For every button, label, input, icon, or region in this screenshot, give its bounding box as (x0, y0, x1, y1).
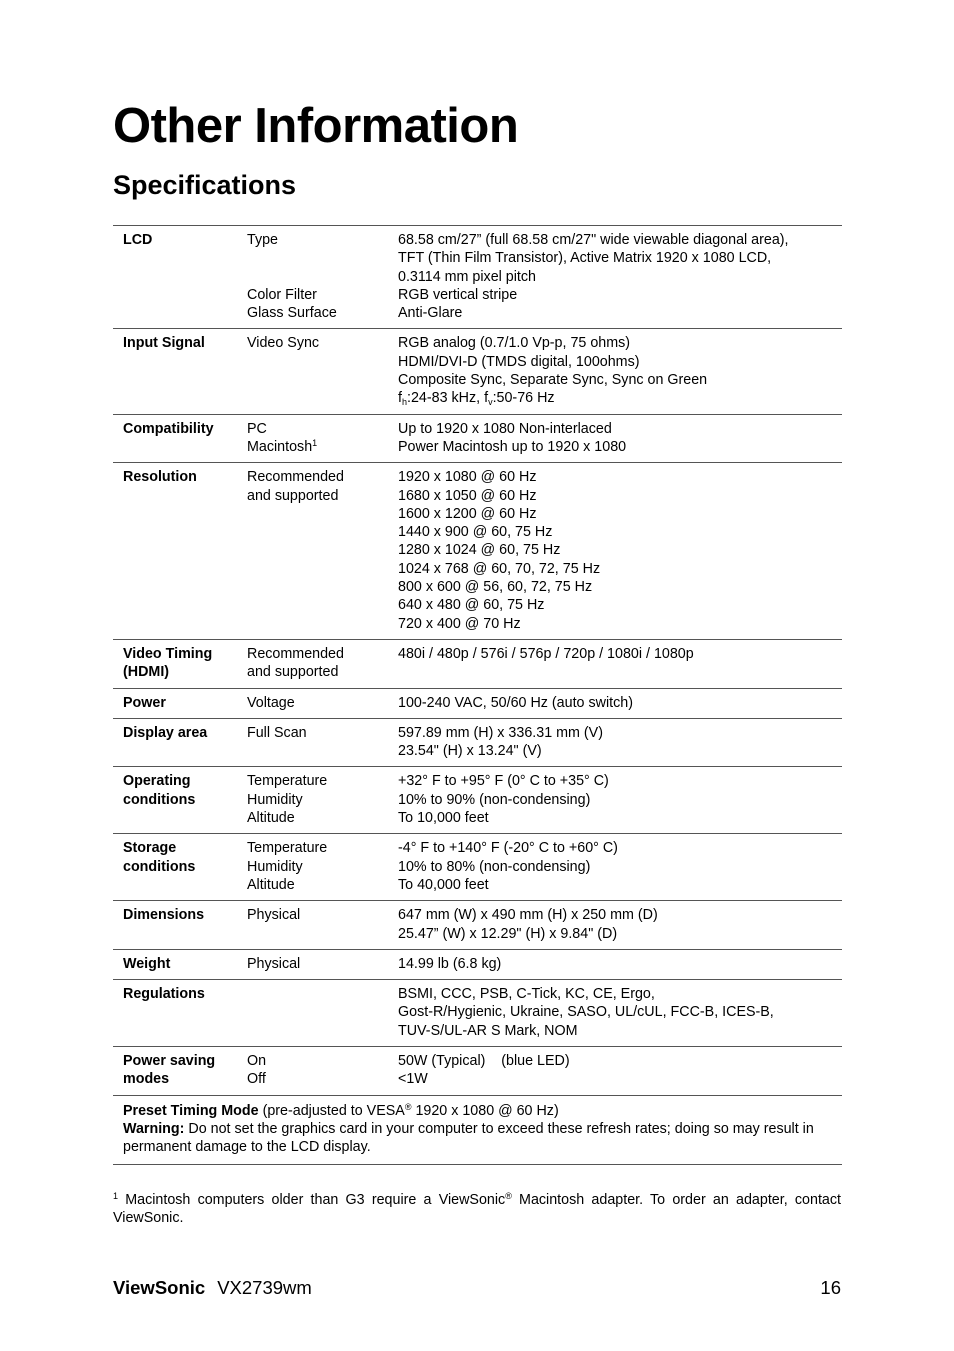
spec-values (388, 901, 842, 950)
timing-notes (113, 1095, 842, 1165)
spec-sublabel: Altitude (247, 876, 295, 893)
spec-value: 14.99 lb (6.8 kg) (388, 949, 842, 979)
spec-value: 1920 x 1080 @ 60 Hz (398, 469, 537, 486)
spec-value: RGB analog (0.7/1.0 Vp-p, 75 ohms) (398, 335, 631, 352)
spec-value: 25.47” (W) x 12.29" (H) x 9.84" (D) (398, 925, 618, 942)
spec-row-notes (113, 1095, 842, 1165)
spec-label: Weight (113, 949, 237, 979)
spec-values (388, 980, 842, 1047)
footnote: $^1$ Macintosh computers older than G3 require a ViewSonic® Macintosh adapter. To order an adapter, contact ViewSonic. (113, 1191, 841, 1227)
spec-value: 1024 x 768 @ 60, 70, 72, 75 Hz (398, 560, 601, 577)
specifications-table (113, 225, 842, 1165)
spec-values (388, 834, 842, 901)
spec-sublabels (237, 834, 388, 901)
footer-brand: ViewSonic (113, 1277, 206, 1298)
spec-row-regulations (113, 980, 842, 1047)
spec-sublabel: Humidity (247, 791, 303, 808)
spec-sublabel: Temperature (247, 840, 328, 857)
page-footer (113, 1277, 841, 1299)
spec-value: +32° F to +95° F (0° C to +35° C) (398, 773, 609, 790)
page-number: 16 (820, 1277, 841, 1298)
spec-label: Display area (113, 718, 237, 767)
spec-label: Power (113, 688, 237, 718)
spec-value: 10% to 90% (non-condensing) (398, 791, 591, 808)
footnote-marker: 1 (113, 1191, 119, 1201)
spec-label: Resolution (113, 463, 237, 640)
spec-sublabels (237, 639, 388, 688)
section-title: Specifications (113, 170, 297, 200)
spec-values (388, 767, 842, 834)
spec-label: Power saving modes (113, 1046, 237, 1095)
spec-value: 720 x 400 @ 70 Hz (398, 615, 521, 632)
spec-sublabel: Full Scan (237, 718, 388, 767)
spec-sublabel: Color Filter (247, 286, 317, 303)
spec-value: Up to 1920 x 1080 Non-interlaced (398, 420, 612, 437)
spec-row-power (113, 688, 842, 718)
spec-value: RGB vertical stripe (398, 286, 518, 303)
spec-label: Compatibility (113, 414, 237, 463)
spec-label: Dimensions (113, 901, 237, 950)
spec-row-compatibility (113, 414, 842, 463)
frequency-range: $f_h:24-83$ kHz, $f_v:50-76$ Hz (398, 390, 555, 408)
page-title: Other Information (113, 99, 519, 153)
spec-sublabel: Physical (237, 949, 388, 979)
spec-label: Input Signal (113, 329, 237, 414)
spec-values (388, 718, 842, 767)
spec-value: <1W (398, 1071, 428, 1088)
spec-value: TFT (Thin Film Transistor), Active Matrix 1920 x 1080 LCD, (398, 250, 772, 267)
spec-value: To 40,000 feet (398, 876, 489, 893)
spec-value: To 10,000 feet (398, 810, 489, 827)
spec-sublabels (237, 1046, 388, 1095)
spec-value: 1280 x 1024 @ 60, 75 Hz (398, 542, 561, 559)
spec-value: -4° F to +140° F (-20° C to +60° C) (398, 840, 618, 857)
spec-sublabel: Type (247, 232, 278, 248)
spec-value: 1680 x 1050 @ 60 Hz (398, 487, 537, 504)
spec-value: BSMI, CCC, PSB, C-Tick, KC, CE, Ergo, (398, 986, 655, 1003)
spec-label: Storage conditions (113, 834, 237, 901)
spec-sublabel: Recommended (247, 469, 344, 486)
footer-model: VX2739wm (217, 1277, 312, 1298)
spec-values (388, 226, 842, 329)
spec-sublabel: and supported (247, 487, 339, 504)
spec-row-operating-conditions (113, 767, 842, 834)
spec-value: 640 x 480 @ 60, 75 Hz (398, 597, 545, 614)
spec-row-lcd (113, 226, 842, 329)
spec-value: 647 mm (W) x 490 mm (H) x 250 mm (D) (398, 907, 658, 924)
spec-sublabel: Glass Surface (247, 305, 337, 322)
preset-timing-note: Preset Timing Mode (pre-adjusted to VESA® 1920 x 1080 @ 60 Hz) (123, 1101, 559, 1119)
spec-value: Anti-Glare (398, 305, 463, 322)
spec-values (388, 414, 842, 463)
spec-value: 50W (Typical) (blue LED) (398, 1052, 570, 1069)
spec-row-input-signal (113, 329, 842, 414)
spec-label: LCD (113, 226, 237, 329)
spec-row-display-area (113, 718, 842, 767)
spec-sublabel: Physical (237, 901, 388, 950)
spec-sublabel: Altitude (247, 810, 295, 827)
spec-sublabels (237, 226, 388, 329)
spec-value: 0.3114 mm pixel pitch (398, 268, 537, 285)
footnote-marker: 1 (312, 437, 318, 448)
spec-value: 100-240 VAC, 50/60 Hz (auto switch) (388, 688, 842, 718)
spec-sublabels (237, 463, 388, 640)
spec-sublabel: and supported (247, 664, 339, 681)
spec-sublabel: Voltage (237, 688, 388, 718)
warning-note: Warning: Do not set the graphics card in your computer to exceed these refresh rates; doing so may result in permanent damage to the LCD display. (123, 1120, 814, 1156)
spec-sublabel: Macintosh$^1$ (247, 437, 318, 455)
spec-sublabel: Video Sync (237, 329, 388, 414)
spec-sublabel: PC (247, 420, 267, 437)
spec-sublabel: Off (247, 1071, 266, 1088)
spec-value: 10% to 80% (non-condensing) (398, 858, 591, 875)
spec-row-resolution (113, 463, 842, 640)
spec-values (388, 1046, 842, 1095)
spec-value: HDMI/DVI-D (TMDS digital, 100ohms) (398, 353, 640, 370)
spec-value: Power Macintosh up to 1920 x 1080 (398, 438, 627, 455)
spec-label: Regulations (113, 980, 237, 1047)
spec-value: Gost-R/Hygienic, Ukraine, SASO, UL/cUL, FCC-B, ICES-B, (398, 1004, 774, 1021)
spec-sublabel: Temperature (247, 773, 328, 790)
spec-value: 68.58 cm/27” (full 68.58 cm/27" wide viewable diagonal area), (398, 232, 789, 248)
spec-sublabel: Recommended (247, 645, 344, 662)
spec-label: Operating conditions (113, 767, 237, 834)
spec-value: 800 x 600 @ 56, 60, 72, 75 Hz (398, 579, 593, 596)
spec-value: Composite Sync, Separate Sync, Sync on Green (398, 372, 708, 389)
spec-sublabels (237, 767, 388, 834)
spec-value: 1600 x 1200 @ 60 Hz (398, 505, 537, 522)
spec-label: Video Timing (HDMI) (113, 639, 237, 688)
spec-row-video-timing (113, 639, 842, 688)
spec-sublabel: On (247, 1052, 267, 1069)
spec-value: 597.89 mm (H) x 336.31 mm (V) (398, 724, 603, 741)
spec-values (388, 329, 842, 414)
spec-sublabels (237, 414, 388, 463)
spec-value: 23.54" (H) x 13.24" (V) (398, 743, 542, 760)
spec-values (388, 463, 842, 640)
spec-row-dimensions (113, 901, 842, 950)
spec-row-storage-conditions (113, 834, 842, 901)
spec-value: TUV-S/UL-AR S Mark, NOM (398, 1022, 578, 1039)
spec-row-power-saving (113, 1046, 842, 1095)
spec-sublabel: Humidity (247, 858, 303, 875)
spec-value: 1440 x 900 @ 60, 75 Hz (398, 524, 553, 541)
spec-value: 480i / 480p / 576i / 576p / 720p / 1080i / 1080p (388, 639, 842, 688)
spec-row-weight (113, 949, 842, 979)
